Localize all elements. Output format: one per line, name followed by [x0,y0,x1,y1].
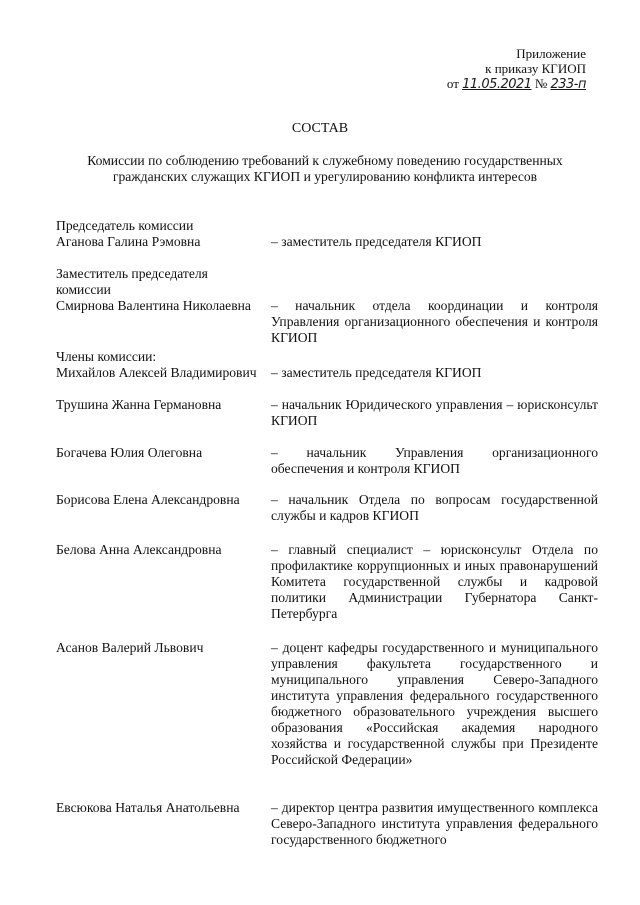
member-name: Борисова Елена Александровна [56,492,240,507]
member-role: – начальник отдела координации и контроля Управления организационного обеспечения и контроля КГИОП [271,298,598,345]
date-prefix: от [446,76,459,91]
member-name: Белова Анна Александровна [56,542,222,557]
member-role: – начальник Отдела по вопросам государственной службы и кадров КГИОП [271,492,598,523]
member-role: – главный специалист – юрисконсульт Отдела по профилактике коррупционных и иных правонарушений Комитета государственной службы и кадровой политики Администрации Губернатора Санкт-Петербурга [271,542,598,621]
members-section-label: Члены комиссии: [56,349,157,364]
handwritten-date: 11.05.2021 [462,77,532,92]
member-name: Асанов Валерий Львович [56,640,204,655]
handwritten-number: 233-п [550,77,586,92]
member-role: – доцент кафедры государственного и муниципального управления факультета государственного и муниципального управления Северо-Западного института управления федерального государственного бюджетного образовательного учреждения высшего образования «Российская академия народного хозяйства и государственной службы при Президенте Российской Федерации» [271,640,598,767]
chair-section-label: Председатель комиссии [56,218,194,233]
member-role: – директор центра развития имущественного комплекса Северо-Западного института управления федерального государственного бюджетного [271,800,598,847]
member-role: – заместитель председателя КГИОП [271,365,482,380]
document-title: СОСТАВ [291,121,349,136]
number-prefix: № [534,76,548,91]
member-role: – заместитель председателя КГИОП [271,234,482,249]
member-name: Смирнова Валентина Николаевна [56,298,251,313]
order-date-row [447,76,586,92]
member-role: – начальник Управления организационного обеспечения и контроля КГИОП [271,445,598,476]
deputy-section-label-cont: комиссии [56,282,111,297]
member-name: Евсюкова Наталья Анатольевна [56,800,240,815]
member-name: Михайлов Алексей Владимирович [56,365,257,380]
order-reference: к приказу КГИОП [485,61,586,76]
appendix-label: Приложение [516,46,586,61]
member-role: – начальник Юридического управления – юрисконсульт КГИОП [271,397,598,428]
document-subtitle: Комиссии по соблюдению требований к служебному поведению государственных гражданских служащих КГИОП и урегулированию конфликта интересов [87,153,563,184]
member-name: Богачева Юлия Олеговна [56,445,203,460]
deputy-section-label: Заместитель председателя [56,266,208,281]
member-name: Трушина Жанна Германовна [56,397,222,412]
appendix-header [447,46,586,92]
member-name: Аганова Галина Рэмовна [56,234,201,249]
